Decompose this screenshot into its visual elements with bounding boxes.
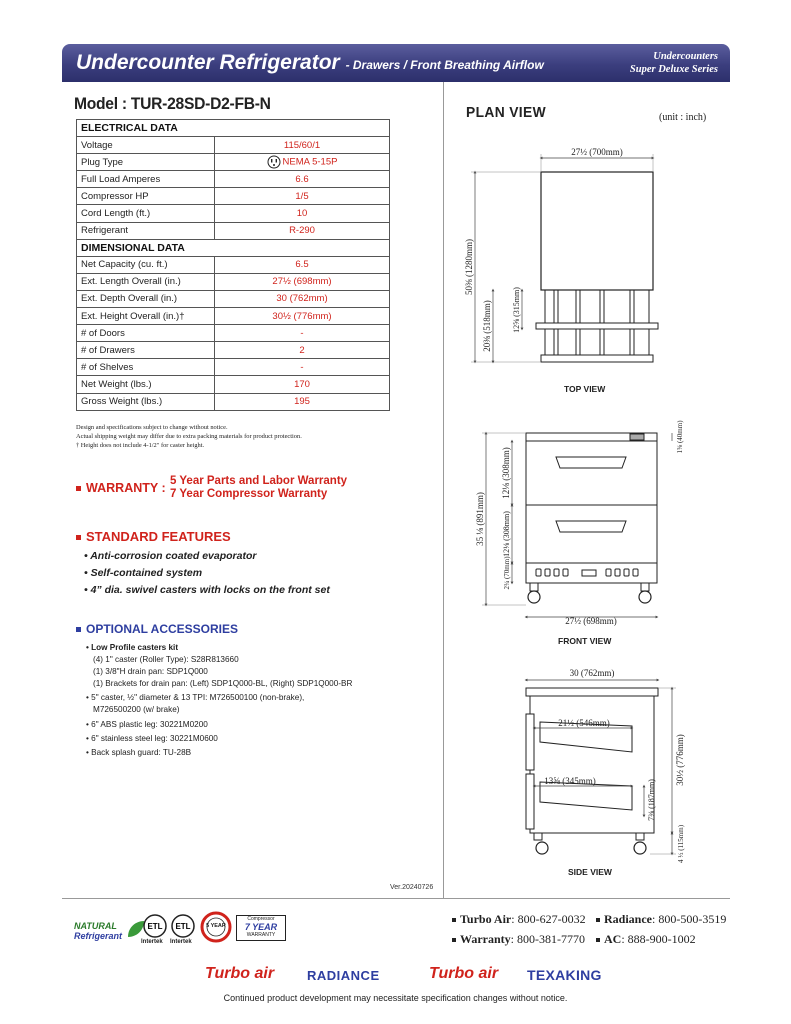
standard-features-title: STANDARD FEATURES xyxy=(86,529,231,544)
accessory-item: (1) Brackets for drain pan: (Left) SDP1Q000-BL, (Right) SDP1Q000-BR xyxy=(93,679,353,689)
header-banner xyxy=(62,44,730,82)
spec-value: 6.5 xyxy=(215,256,390,273)
side-view-label: SIDE VIEW xyxy=(568,867,612,877)
accessory-kit-title: • Low Profile casters kit xyxy=(86,643,179,652)
spec-section-row xyxy=(77,120,390,137)
natural-refrigerant-logo xyxy=(74,921,134,941)
spec-value: 10 xyxy=(215,205,390,222)
bullet-icon xyxy=(452,938,456,942)
optional-accessories-title: OPTIONAL ACCESSORIES xyxy=(86,622,239,636)
contact-label: Radiance xyxy=(604,912,652,926)
accessory-item: (4) 1" caster (Roller Type): S28R813660 xyxy=(93,655,239,665)
spec-row xyxy=(77,325,390,342)
side-inner-depth-dim: 13⅝ (345mm) xyxy=(544,776,596,786)
spec-label: Plug Type xyxy=(77,154,215,171)
spec-row xyxy=(77,290,390,307)
spec-row xyxy=(77,342,390,359)
contact-turbo-air xyxy=(452,909,596,929)
spec-row xyxy=(77,154,390,171)
etl-sanitation-logo-icon xyxy=(170,913,196,939)
spec-label: Voltage xyxy=(77,137,215,154)
compressor-label: Compressor xyxy=(247,916,275,922)
accessory-item: (1) 3/8"H drain pan: SDP1Q000 xyxy=(93,667,208,677)
spec-label: # of Shelves xyxy=(77,359,215,376)
footer-divider xyxy=(62,898,730,899)
accessory-item: • 6" ABS plastic leg: 30221M0200 xyxy=(86,719,208,729)
note-shipping: Actual shipping weight may differ due to extra packing materials for product protection. xyxy=(76,433,302,440)
front-view-drawing xyxy=(526,433,657,603)
spec-label: Ext. Height Overall (in.)† xyxy=(77,308,215,325)
spec-value: R-290 xyxy=(215,222,390,239)
top-drawer-ext-dim: 12⅝ (315mm) xyxy=(512,287,521,333)
front-width-dim: 27½ (698mm) xyxy=(565,616,617,626)
column-divider xyxy=(443,82,444,899)
front-drawer2-dim: 12⅛ (308mm) xyxy=(502,511,511,557)
brand-logos xyxy=(205,965,625,989)
spec-label: Ext. Depth Overall (in.) xyxy=(77,290,215,307)
version-label: Ver.20240726 xyxy=(390,884,434,891)
bullet-icon xyxy=(76,535,81,540)
contact-phone: : 888-900-1002 xyxy=(621,932,696,946)
spec-row xyxy=(77,222,390,239)
feature-item: • Anti-corrosion coated evaporator xyxy=(84,550,257,562)
spec-row xyxy=(77,188,390,205)
certification-logos xyxy=(64,905,434,953)
side-inner-height-dim: 7⅜ (187mm) xyxy=(647,779,656,821)
side-caster-dim: 4 ½ (115mm) xyxy=(677,824,685,864)
spec-row xyxy=(77,376,390,393)
standard-features-heading xyxy=(76,529,231,544)
spec-label: # of Doors xyxy=(77,325,215,342)
texaking-logo: TEXAKING xyxy=(527,967,602,983)
accessory-item: • 5" caster, ½" diameter & 13 TPI: M726500100 (non-brake), xyxy=(86,693,305,703)
side-depth-dim: 30 (762mm) xyxy=(569,668,615,678)
feature-item: • Self-contained system xyxy=(84,567,203,579)
spec-label: Cord Length (ft.) xyxy=(77,205,215,222)
contact-label: Warranty xyxy=(460,932,511,946)
spec-label: Compressor HP xyxy=(77,188,215,205)
contact-phone: : 800-381-7770 xyxy=(510,932,585,946)
top-depth-dim: 50⅜ (1280mm) xyxy=(464,239,474,295)
spec-row xyxy=(77,359,390,376)
contact-warranty xyxy=(452,929,596,949)
etl2-sub: Intertek xyxy=(170,939,192,945)
svg-text:ETL: ETL xyxy=(147,922,163,931)
unit-label: (unit : inch) xyxy=(659,112,707,123)
optional-accessories-heading xyxy=(76,622,238,636)
top-view-drawing xyxy=(536,172,658,362)
footer-note: Continued product development may necessitate specification changes without notice. xyxy=(223,993,568,1003)
title-text: Undercounter Refrigerator xyxy=(76,51,340,74)
spec-value: 6.6 xyxy=(215,171,390,188)
spec-row xyxy=(77,256,390,273)
spec-section-title: ELECTRICAL DATA xyxy=(77,120,390,137)
spec-value xyxy=(215,154,390,171)
spec-value: 1/5 xyxy=(215,188,390,205)
title-subtitle: - Drawers / Front Breathing Airflow xyxy=(345,58,544,72)
note-height: † Height does not include 4-1/2" for caster height. xyxy=(76,442,205,449)
optional-accessories-list xyxy=(86,642,426,759)
plan-view-title: PLAN VIEW xyxy=(466,104,546,121)
front-view-label: FRONT VIEW xyxy=(558,636,612,646)
spec-value: 30½ (776mm) xyxy=(215,308,390,325)
series-line-2: Super Deluxe Series xyxy=(629,64,718,75)
plug-type-value: NEMA 5-15P xyxy=(282,156,338,168)
spec-value: - xyxy=(215,359,390,376)
spec-row xyxy=(77,308,390,325)
bullet-icon xyxy=(596,938,600,942)
contact-info xyxy=(452,909,742,949)
contact-label: AC xyxy=(604,932,622,946)
spec-label: Gross Weight (lbs.) xyxy=(77,393,215,410)
spec-row xyxy=(77,137,390,154)
side-drawer-depth-dim: 21½ (546mm) xyxy=(558,718,610,728)
series-label xyxy=(630,50,718,76)
note-design: Design and specifications subject to change without notice. xyxy=(76,424,228,431)
model-number: Model : TUR-28SD-D2-FB-N xyxy=(74,94,271,113)
bullet-icon xyxy=(76,486,81,491)
spec-notes xyxy=(76,423,396,450)
plug-icon xyxy=(267,155,281,169)
radiance-logo: RADIANCE xyxy=(307,968,380,983)
bullet-icon xyxy=(452,918,456,922)
turbo-air-logo: Turbo air xyxy=(205,965,275,982)
bullet-icon xyxy=(76,627,81,632)
spec-value: 195 xyxy=(215,393,390,410)
feature-item: • 4” dia. swivel casters with locks on the front set xyxy=(84,584,330,596)
warranty-label: WARRANTY : xyxy=(86,481,166,495)
contact-label: Turbo Air xyxy=(460,912,512,926)
spec-row xyxy=(77,205,390,222)
standard-features-list xyxy=(84,548,330,599)
compressor-sub: WARRANTY xyxy=(246,932,276,938)
spec-label: Full Load Amperes xyxy=(77,171,215,188)
top-view-label: TOP VIEW xyxy=(564,384,606,394)
front-base-dim: 2¾ (70mm) xyxy=(503,556,511,590)
spec-value: 27½ (698mm) xyxy=(215,273,390,290)
natural-line-1: NATURAL xyxy=(74,921,117,931)
front-drawer1-dim: 12⅛ (308mm) xyxy=(501,447,511,499)
etl1-sub: Intertek xyxy=(141,939,163,945)
spec-label: Net Weight (lbs.) xyxy=(77,376,215,393)
spec-value: 115/60/1 xyxy=(215,137,390,154)
contact-phone: : 800-500-3519 xyxy=(652,912,727,926)
spec-row xyxy=(77,273,390,290)
bullet-icon xyxy=(596,918,600,922)
side-view-drawing xyxy=(526,688,658,854)
spec-label: Ext. Length Overall (in.) xyxy=(77,273,215,290)
spec-value: - xyxy=(215,325,390,342)
compressor-warranty-badge xyxy=(236,915,286,941)
spec-label: Refrigerant xyxy=(77,222,215,239)
plan-drawings xyxy=(446,130,736,890)
warranty-heading xyxy=(76,481,166,495)
spec-row xyxy=(77,393,390,410)
top-width-dim: 27½ (700mm) xyxy=(571,147,623,157)
warranty-values xyxy=(170,475,347,501)
contact-ac xyxy=(596,929,696,949)
svg-text:ETL: ETL xyxy=(175,922,191,931)
warranty-line-1: 5 Year Parts and Labor Warranty xyxy=(170,475,348,487)
side-height-dim: 30½ (776mm) xyxy=(675,734,685,786)
warranty-line-2: 7 Year Compressor Warranty xyxy=(170,488,328,500)
accessory-item: • Back splash guard: TU-28B xyxy=(86,747,192,757)
series-line-1: Undercounters xyxy=(653,51,718,62)
page-title xyxy=(76,51,544,75)
spec-section-title: DIMENSIONAL DATA xyxy=(77,239,390,256)
turbo-air-logo-2: Turbo air xyxy=(429,965,499,982)
top-drawer-depth-dim: 20⅜ (518mm) xyxy=(482,300,492,352)
spec-table xyxy=(76,119,390,411)
spec-value: 2 xyxy=(215,342,390,359)
front-height-dim: 35 ⅛ (891mm) xyxy=(475,492,485,546)
spec-row xyxy=(77,171,390,188)
spec-value: 170 xyxy=(215,376,390,393)
accessory-item: M726500200 (w/ brake) xyxy=(93,705,180,715)
natural-line-2: Refrigerant xyxy=(74,931,123,941)
spec-label: # of Drawers xyxy=(77,342,215,359)
front-top-dim: 1⅝ (40mm) xyxy=(676,420,684,454)
spec-value: 30 (762mm) xyxy=(215,290,390,307)
accessory-item: • 6" stainless steel leg: 30221M0600 xyxy=(86,733,218,743)
etl-logo-icon xyxy=(142,913,168,939)
spec-label: Net Capacity (cu. ft.) xyxy=(77,256,215,273)
compressor-years: 7 YEAR xyxy=(244,922,278,932)
warranty-badge-5: 5 YEAR xyxy=(206,923,226,929)
contact-radiance xyxy=(596,909,726,929)
spec-section-row xyxy=(77,239,390,256)
contact-phone: : 800-627-0032 xyxy=(511,912,586,926)
